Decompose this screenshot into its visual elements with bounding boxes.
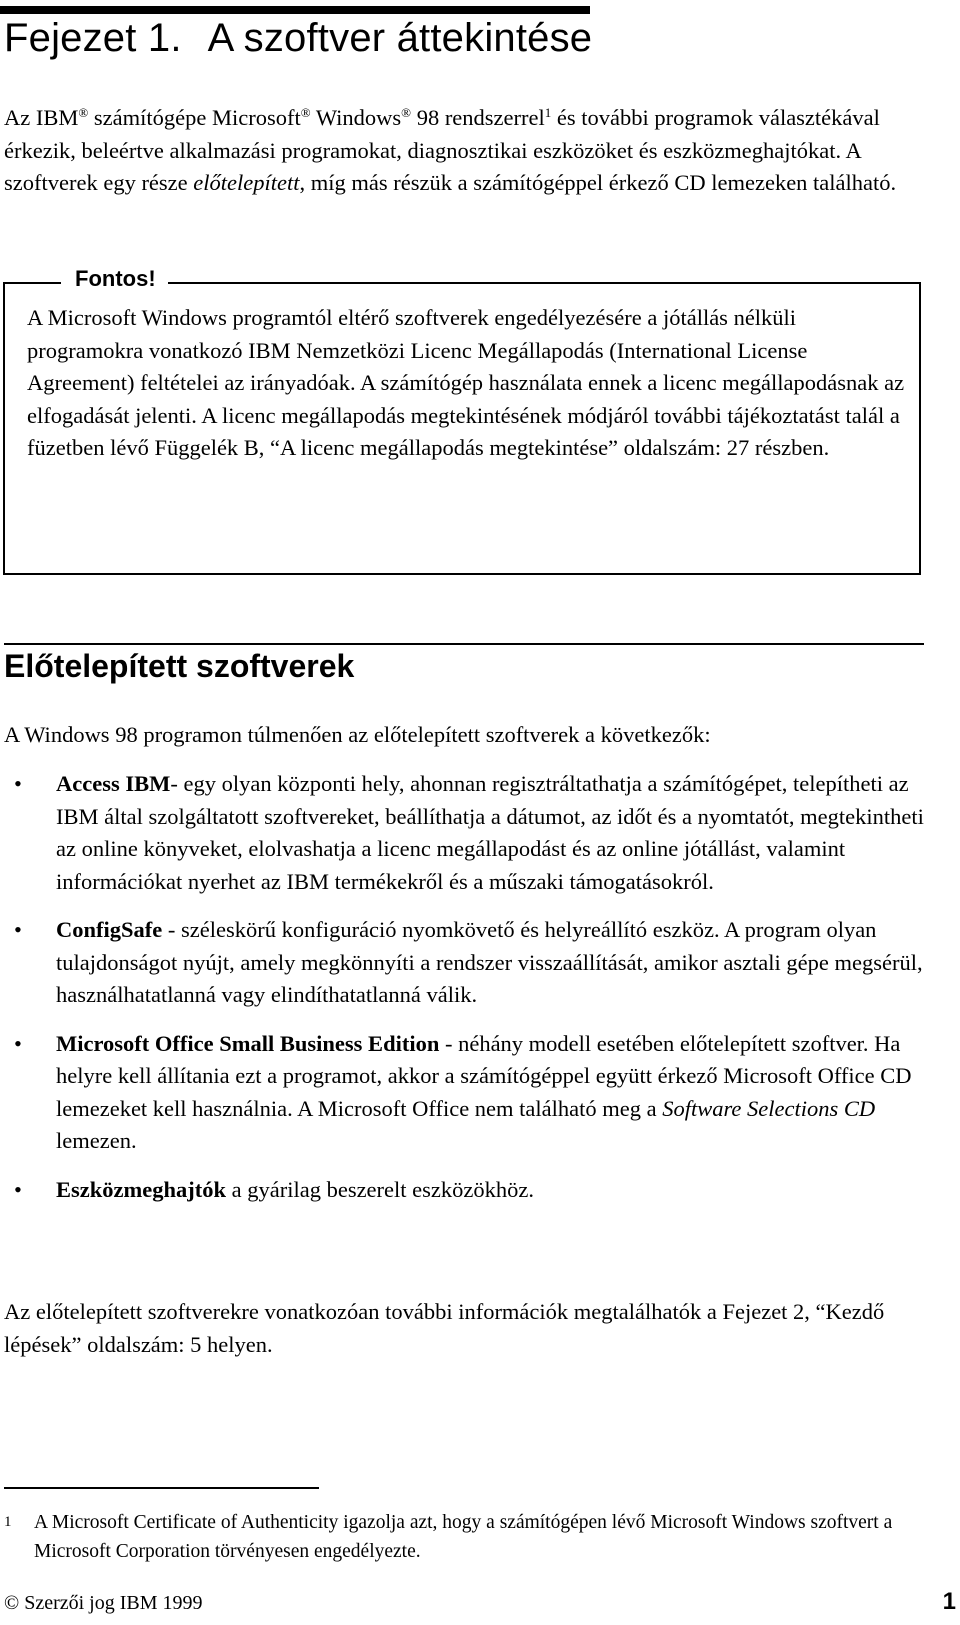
item-description: - egy olyan központi hely, ahonnan regisztráltathatja a számítógépet, telepítheti az IBM által szolgáltatott szoftvereket, beállíthatja a dátumot, az időt és a nyomtatót, megtekintheti az online könyveket, elolvashatja a licenc megállapodást és az online jótállást, valamint információkat nyerhet az IBM termékekről és a műszaki támogatásokról. bbox=[56, 771, 924, 894]
page-number: 1 bbox=[942, 1588, 956, 1615]
item-name: Eszközmeghajtók bbox=[56, 1176, 226, 1202]
footnote-rule bbox=[4, 1487, 319, 1489]
intro-emphasis: előtelepített bbox=[193, 170, 300, 195]
bullet: • bbox=[14, 917, 22, 942]
important-notice-box bbox=[3, 266, 921, 575]
item-description-end: lemezen. bbox=[56, 1128, 137, 1153]
section-lead: A Windows 98 programon túlmenően az előtelepített szoftverek a következők: bbox=[4, 722, 711, 747]
intro-text-2: számítógépe Microsoft bbox=[88, 105, 301, 130]
intro-text-5: és további programok választékával érkezik, beleértve alkalmazási programokat, diagnosztikai eszközöket és eszközmeghajtókat. A szoftverek egy része bbox=[4, 105, 880, 195]
footnote-text: A Microsoft Certificate of Authenticity igazolja azt, hogy a számítógépen lévő Microsoft Windows szoftvert a Microsoft Corporation törvényesen engedélyezte. bbox=[34, 1512, 893, 1562]
item-name: ConfigSafe bbox=[56, 917, 163, 942]
item-emphasis: Software Selections CD bbox=[662, 1095, 876, 1121]
intro-text-6: , míg más részük a számítógéppel érkező CD lemezeken található. bbox=[299, 170, 897, 195]
important-label: Fontos! bbox=[61, 266, 168, 292]
registered-mark: ® bbox=[401, 105, 412, 120]
list-item-drivers bbox=[4, 1174, 924, 1207]
section-rule bbox=[4, 643, 924, 645]
bullet: • bbox=[14, 771, 22, 796]
intro-text-3: Windows bbox=[310, 105, 402, 130]
item-description: a gyárilag beszerelt eszközökhöz. bbox=[226, 1176, 534, 1202]
item-name: Access IBM bbox=[56, 771, 171, 796]
list-item-configsafe bbox=[4, 914, 924, 1012]
bullet: • bbox=[14, 1030, 22, 1056]
footnote-reference[interactable]: 1 bbox=[544, 105, 552, 120]
item-description: - széleskörű konfiguráció nyomkövető és helyreállító eszköz. A program olyan tulajdonságot nyújt, amely megkönnyíti a rendszer visszaállítását, amikor asztali gépe megsérül, használhatatlanná vagy elindíthatatlanná válik. bbox=[56, 917, 923, 1007]
closing-paragraph: Az előtelepített szoftverekre vonatkozóan további információk megtalálhatók a Fejezet 2, “Kezdő lépések” oldalszám: 5 helyen. bbox=[4, 1299, 885, 1357]
footnote bbox=[4, 1508, 924, 1566]
intro-paragraph bbox=[4, 102, 924, 200]
item-description: - néhány modell esetében előtelepített szoftver. Ha helyre kell állítania ezt a programot, akkor a számítógéppel együtt érkező Microsoft Office CD lemezeket kell használnia. A Microsoft Office nem található meg a bbox=[56, 1030, 912, 1121]
registered-mark: ® bbox=[78, 105, 89, 120]
preinstalled-software-list bbox=[4, 768, 924, 1216]
chapter-number: Fejezet 1. bbox=[4, 16, 182, 60]
copyright: © Szerzői jog IBM 1999 bbox=[4, 1592, 203, 1614]
footnote-number: 1 bbox=[4, 1514, 12, 1530]
intro-text-4: 98 rendszerrel bbox=[411, 105, 545, 130]
intro-text-1: Az IBM bbox=[4, 105, 79, 130]
item-name: Microsoft Office Small Business Edition bbox=[56, 1030, 440, 1056]
important-text: A Microsoft Windows programtól eltérő szoftverek engedélyezésére a jótállás nélküli programokra vonatkozó IBM Nemzetközi Licenc Megállapodás (International License Agreement) feltételei az irányadóak. A számítógép használata ennek a licenc megállapodásnak az elfogadását jelenti. A licenc megállapodás megtekintésének módjáról további tájékoztatást talál a füzetben lévő Függelék B, “A licenc megállapodás megtekintése” oldalszám: 27 részben. bbox=[27, 305, 905, 460]
registered-mark: ® bbox=[300, 105, 311, 120]
list-item-access-ibm bbox=[4, 768, 924, 898]
chapter-title bbox=[4, 16, 592, 61]
top-rule bbox=[0, 6, 590, 14]
list-item-ms-office bbox=[4, 1028, 924, 1158]
chapter-title-text: A szoftver áttekintése bbox=[207, 16, 593, 60]
section-title: Előtelepített szoftverek bbox=[4, 648, 355, 684]
bullet: • bbox=[14, 1176, 22, 1202]
